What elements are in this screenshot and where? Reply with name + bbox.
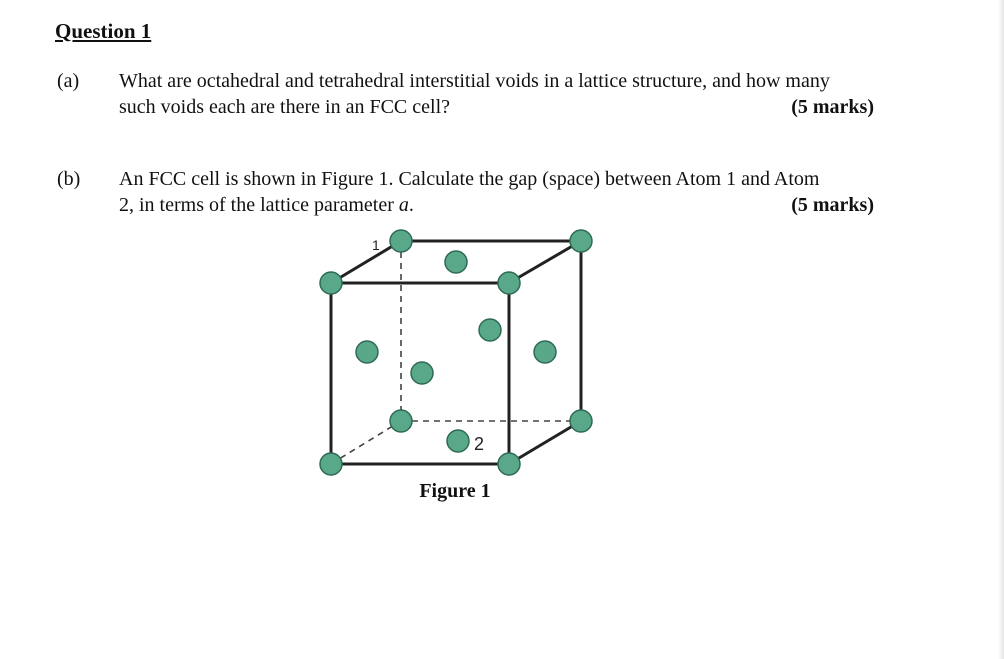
part-a-marks: (5 marks) (791, 96, 874, 118)
face-atom (411, 362, 433, 384)
corner-atom (570, 230, 592, 252)
part-a-text (119, 68, 874, 120)
part-a-line-1: What are octahedral and tetrahedral interstitial voids in a lattice structure, and how many (119, 70, 830, 92)
corner-atom (498, 272, 520, 294)
lattice-parameter-symbol: a (398, 194, 409, 216)
face-atom (356, 341, 378, 363)
corner-atom (320, 453, 342, 475)
part-a-line-2 (119, 94, 874, 120)
face-atom (479, 319, 501, 341)
face-atom (534, 341, 556, 363)
part-b-line-2-suffix: . (408, 194, 414, 216)
part-b-marks: (5 marks) (791, 194, 874, 216)
part-b-label: (b) (57, 168, 81, 190)
corner-atom (390, 410, 412, 432)
figure-caption: Figure 1 (419, 480, 491, 502)
fcc-cell-figure (300, 222, 620, 512)
cube-edge (509, 421, 581, 464)
page-edge-shadow (998, 0, 1004, 659)
corner-atom (498, 453, 520, 475)
corner-atom (570, 410, 592, 432)
part-b-text (119, 166, 874, 218)
question-title: Question 1 (55, 19, 152, 43)
atom-2-label: 2 (474, 434, 485, 454)
corner-atom (320, 272, 342, 294)
face-atom (445, 251, 467, 273)
part-b-line-2-prefix: 2, in terms of the lattice parameter (119, 194, 399, 216)
part-b-line-2 (119, 192, 874, 218)
atom-1 (390, 230, 412, 252)
atom-1-label: 1 (372, 237, 380, 253)
cube-edge (509, 241, 581, 283)
part-b-line-1: An FCC cell is shown in Figure 1. Calculate the gap (space) between Atom 1 and Atom (119, 168, 820, 190)
cube-edge (331, 241, 401, 283)
hidden-edge (331, 421, 401, 464)
atom-2 (447, 430, 469, 452)
part-a-line-2-text: such voids each are there in an FCC cell? (119, 96, 450, 118)
part-a-label: (a) (57, 70, 80, 92)
